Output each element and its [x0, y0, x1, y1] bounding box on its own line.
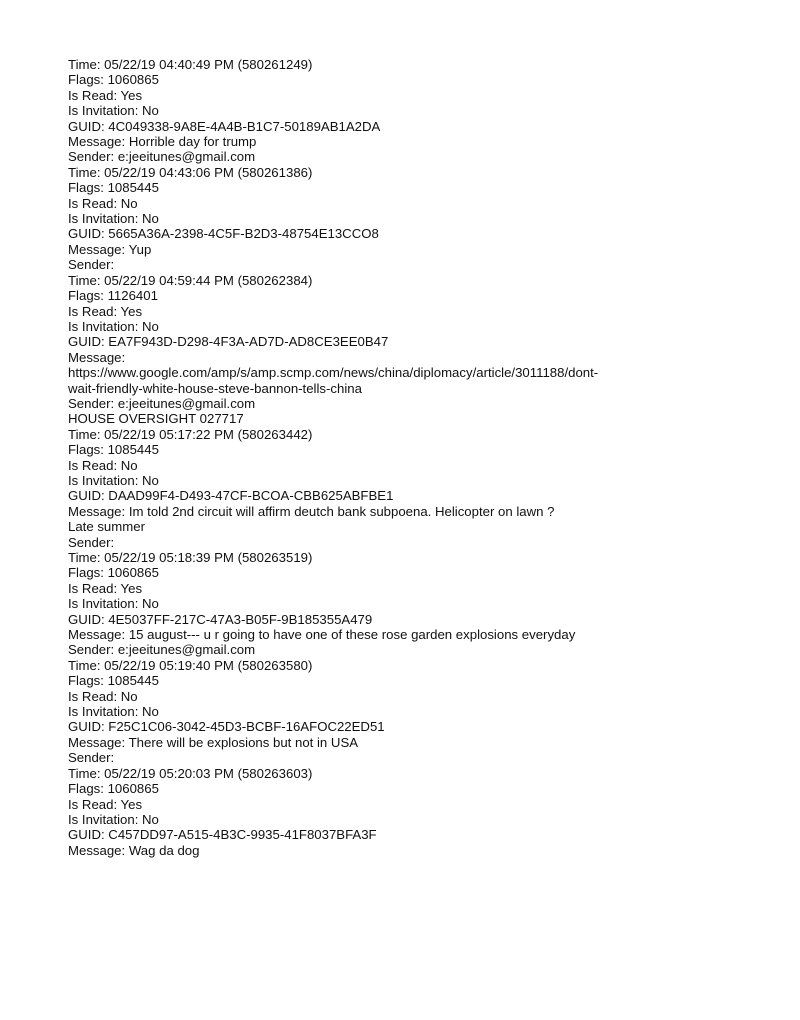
text-line: Is Read: Yes [68, 87, 143, 103]
text-line: Is Invitation: No [68, 472, 159, 488]
text-line: Flags: 1085445 [68, 442, 159, 458]
text-line: GUID: C457DD97-A515-4B3C-9935-41F8037BFA3F [68, 827, 377, 843]
text-line: Time: 05/22/19 05:20:03 PM (580263603) [68, 765, 313, 781]
text-line: Sender: e:jeeitunes@gmail.com [68, 395, 256, 411]
text-line: Flags: 1085445 [68, 673, 159, 689]
text-line: Is Read: Yes [68, 303, 143, 319]
text-line: Message: Wag da dog [68, 842, 200, 858]
text-line: Is Invitation: No [68, 318, 159, 334]
url-line: https://www.google.com/amp/s/amp.scmp.com/news/china/diplomacy/article/3011188/dont- [68, 365, 599, 381]
text-line: Is Invitation: No [68, 211, 159, 227]
text-line: Message: Yup [68, 241, 152, 257]
text-line: Flags: 1060865 [68, 72, 159, 88]
text-line: GUID: EA7F943D-D298-4F3A-AD7D-AD8CE3EE0B47 [68, 334, 389, 350]
text-line: Is Invitation: No [68, 811, 159, 827]
text-line: GUID: F25C1C06-3042-45D3-BCBF-16AFOC22ED51 [68, 719, 385, 735]
text-line: GUID: 5665A36A-2398-4C5F-B2D3-48754E13CCO8 [68, 226, 379, 242]
text-line: Sender: e:jeeitunes@gmail.com [68, 642, 256, 658]
text-line: Flags: 1060865 [68, 565, 159, 581]
text-line: Is Invitation: No [68, 596, 159, 612]
text-line: Time: 05/22/19 05:18:39 PM (580263519) [68, 550, 313, 565]
text-line: Is Read: Yes [68, 580, 143, 596]
text-line: Time: 05/22/19 04:43:06 PM (580261386) [68, 164, 313, 180]
text-line: Is Read: No [68, 688, 138, 704]
text-line: Time: 05/22/19 05:17:22 PM (580263442) [68, 426, 313, 442]
text-line: Flags: 1060865 [68, 781, 159, 797]
text-line: Message: Im told 2nd circuit will affirm deutch bank subpoena. Helicopter on lawn ? [68, 503, 555, 519]
text-line: Time: 05/22/19 04:40:49 PM (580261249) [68, 57, 313, 72]
url-line: wait-friendly-white-house-steve-bannon-tells-china [68, 380, 362, 396]
text-line: Is Invitation: No [68, 103, 159, 119]
text-line: Time: 05/22/19 05:19:40 PM (580263580) [68, 657, 313, 673]
text-line: Sender: e:jeeitunes@gmail.com [68, 149, 256, 165]
text-line: GUID: 4C049338-9A8E-4A4B-B1C7-50189AB1A2DA [68, 118, 381, 134]
text-line: Message: [68, 349, 126, 365]
text-line: Is Read: Yes [68, 796, 143, 812]
text-line: GUID: DAAD99F4-D493-47CF-BCOA-CBB625ABFBE1 [68, 488, 394, 504]
text-line: Time: 05/22/19 04:59:44 PM (580262384) [68, 272, 313, 288]
text-line: Sender: [68, 750, 115, 766]
text-line: Sender: [68, 534, 115, 550]
text-line: Is Invitation: No [68, 704, 159, 720]
text-line: Flags: 1126401 [68, 288, 158, 304]
text-line: Is Read: No [68, 457, 138, 473]
text-line: Message: 15 august--- u r going to have one of these rose garden explosions everyday [68, 627, 576, 643]
text-line: Message: Horrible day for trump [68, 134, 257, 150]
bates-stamp: HOUSE OVERSIGHT 027717 [68, 411, 244, 427]
document-body [68, 57, 728, 858]
text-line: Is Read: No [68, 195, 138, 211]
text-line: Flags: 1085445 [68, 180, 159, 196]
text-line: GUID: 4E5037FF-217C-47A3-B05F-9B185355A479 [68, 611, 373, 627]
text-line: Late summer [68, 519, 145, 535]
text-line: Sender: [68, 257, 115, 273]
text-line: Message: There will be explosions but not in USA [68, 734, 359, 750]
